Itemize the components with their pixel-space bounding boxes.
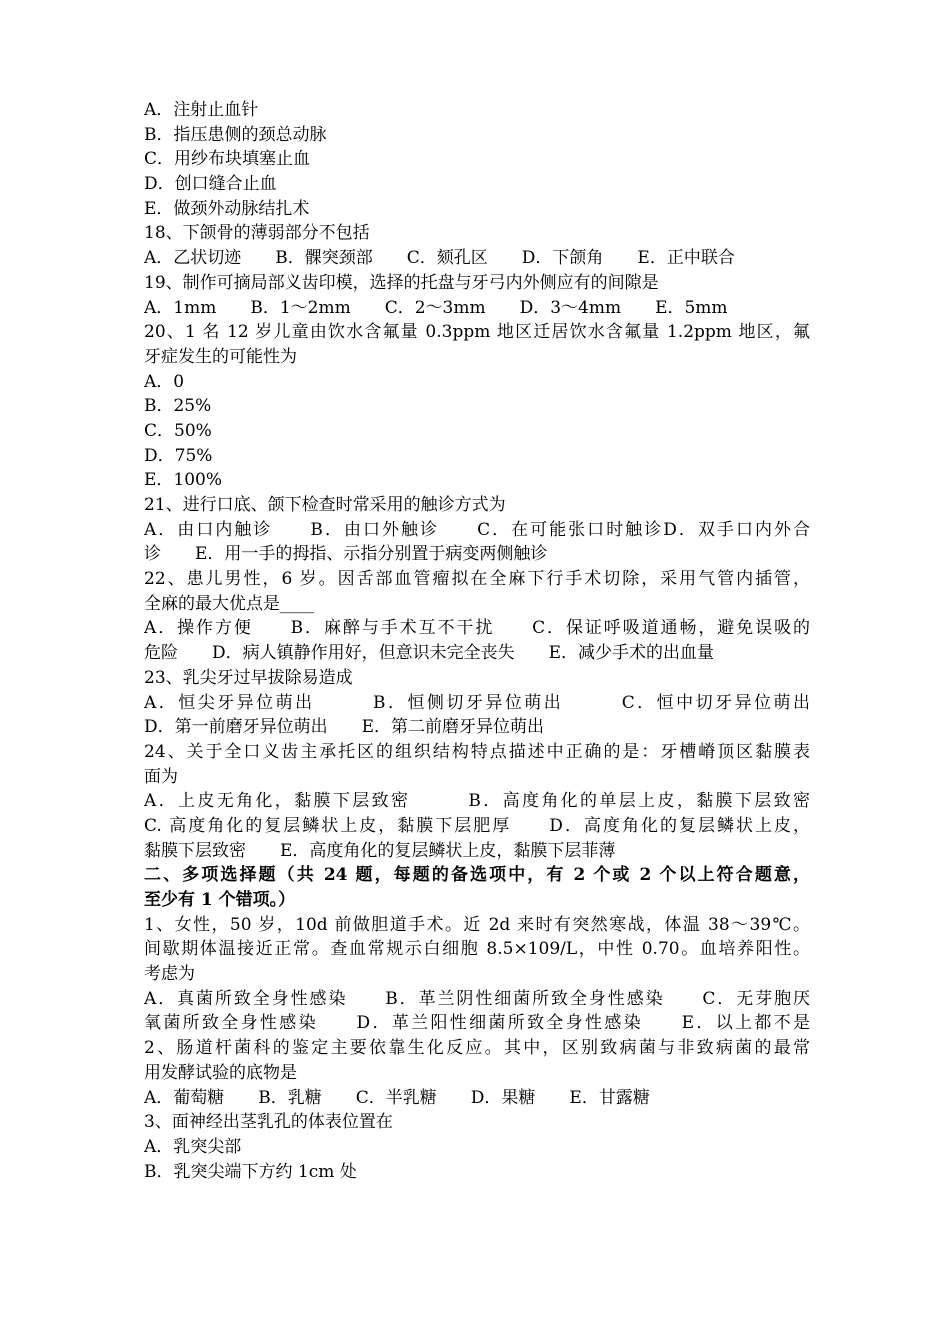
text-line: 24、关于全口义齿主承托区的组织结构特点描述中正确的是：牙槽嵴顶区黏膜表	[144, 741, 810, 762]
text-line: 全麻的最大优点是____	[144, 593, 314, 614]
text-line: 面为	[144, 766, 178, 787]
text-line: 3、面神经出茎乳孔的体表位置在	[144, 1112, 393, 1133]
text-line: 黏膜下层致密 E．高度角化的复层鳞状上皮，黏膜下层菲薄	[144, 840, 616, 861]
text-line: E．100%	[144, 470, 223, 491]
text-line: 18、下颌骨的薄弱部分不包括	[144, 223, 370, 244]
text-line: A．乳突尖部	[144, 1136, 242, 1157]
text-line: 至少有 1 个错项。）	[144, 890, 296, 910]
text-line: 牙症发生的可能性为	[144, 346, 297, 367]
text-line: B．乳突尖端下方约 1cm 处	[144, 1161, 357, 1182]
text-line: A．上皮无角化，黏膜下层致密 B．高度角化的单层上皮，黏膜下层致密	[144, 791, 810, 812]
text-line: D．创口缝合止血	[144, 174, 277, 195]
text-line: 诊 E．用一手的拇指、示指分别置于病变两侧触诊	[144, 544, 548, 565]
text-line: 二、多项选择题（共 24 题，每题的备选项中，有 2 个或 2 个以上符合题意，	[144, 865, 810, 886]
text-line: 20、1 名 12 岁儿童由饮水含氟量 0.3ppm 地区迁居饮水含氟量 1.2ppm 地区，氟	[144, 322, 810, 343]
text-line: B．指压患侧的颈总动脉	[144, 124, 327, 145]
text-line: A．注射止血针	[144, 100, 259, 120]
text-line: C．用纱布块填塞止血	[144, 149, 311, 170]
text-line: B．25%	[144, 396, 212, 417]
text-line: 危险 D．病人镇静作用好，但意识未完全丧失 E．减少手术的出血量	[144, 643, 715, 664]
text-line: C．50%	[144, 420, 212, 441]
text-line: A．真菌所致全身性感染 B．革兰阴性细菌所致全身性感染 C．无芽胞厌	[144, 988, 810, 1009]
text-line: E．做颈外动脉结扎术	[144, 198, 310, 219]
text-line: A．葡萄糖 B．乳糖 C．半乳糖 D．果糖 E．甘露糖	[144, 1087, 650, 1108]
text-line: A．操作方便 B．麻醉与手术互不干扰 C．保证呼吸道通畅，避免误吸的	[144, 618, 810, 639]
text-line: 用发酵试验的底物是	[144, 1062, 297, 1083]
text-line: 23、乳尖牙过早拔除易造成	[144, 667, 353, 688]
text-line: C. 高度角化的复层鳞状上皮，黏膜下层肥厚 D．高度角化的复层鳞状上皮，	[144, 815, 810, 836]
document-body	[144, 98, 810, 1184]
text-line: 22、患儿男性，6 岁。因舌部血管瘤拟在全麻下行手术切除，采用气管内插管，	[144, 569, 810, 590]
text-line: 19、制作可摘局部义齿印模，选择的托盘与牙弓内外侧应有的间隙是	[144, 272, 659, 293]
text-line: A．恒尖牙异位萌出 B．恒侧切牙异位萌出 C．恒中切牙异位萌出	[144, 692, 810, 713]
text-line: 2、肠道杆菌科的鉴定主要依靠生化反应。其中，区别致病菌与非致病菌的最常	[144, 1038, 810, 1059]
text-line: 21、进行口底、颌下检查时常采用的触诊方式为	[144, 495, 506, 515]
text-line: 氧菌所致全身性感染 D．革兰阳性细菌所致全身性感染 E．以上都不是	[144, 1013, 810, 1034]
text-line: A．由口内触诊 B．由口外触诊 C．在可能张口时触诊D．双手口内外合	[144, 519, 810, 540]
text-line: A．1mm B．1～2mm C．2～3mm D．3～4mm E．5mm	[144, 297, 728, 318]
text-line: D．75%	[144, 445, 213, 466]
text-line: A．0	[144, 371, 185, 392]
text-line: 1、女性，50 岁，10d 前做胆道手术。近 2d 来时有突然寒战，体温 38～39℃。	[144, 914, 810, 935]
text-line: A．乙状切迹 B．髁突颈部 C．颏孔区 D．下颌角 E．正中联合	[144, 248, 735, 269]
text-line: 考虑为	[144, 964, 195, 985]
text-line: D．第一前磨牙异位萌出 E．第二前磨牙异位萌出	[144, 717, 545, 738]
text-line: 间歇期体温接近正常。查血常规示白细胞 8.5×109/L，中性 0.70。血培养阳性。	[144, 939, 810, 960]
